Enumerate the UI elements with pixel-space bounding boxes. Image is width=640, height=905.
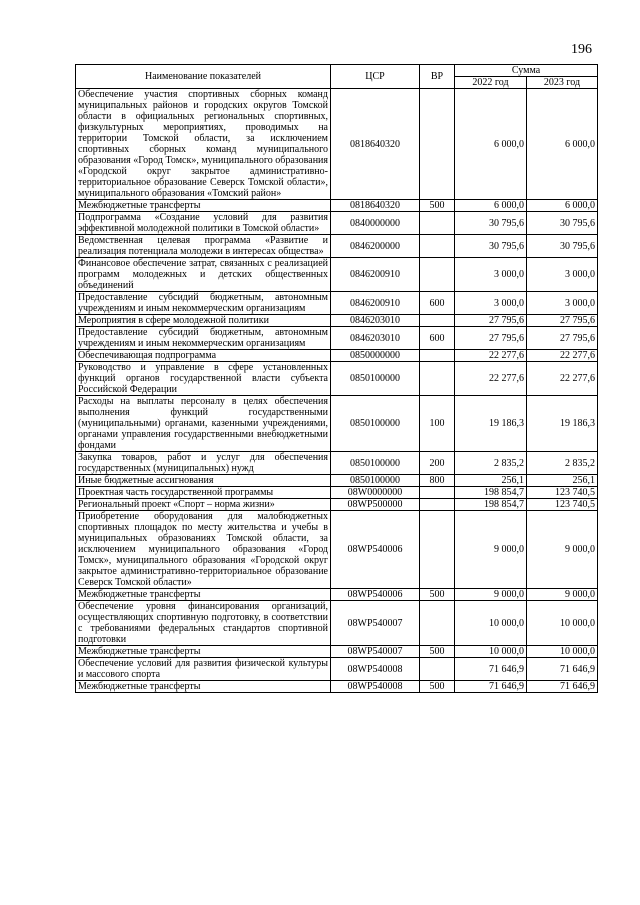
row-csr: 0850100000 [331,475,420,487]
table-row [76,646,598,658]
table-row [76,235,598,258]
row-name: Закупка товаров, работ и услуг для обеспечения государственных (муниципальных) нужд [76,452,331,475]
row-sum-2022: 19 186,3 [455,396,527,452]
row-sum-2022: 27 795,6 [455,327,527,350]
header-year-2022: 2022 год [455,77,527,89]
row-sum-2023: 71 646,9 [527,681,598,693]
row-name: Межбюджетные трансферты [76,646,331,658]
row-sum-2023: 10 000,0 [527,646,598,658]
table-body [76,89,598,693]
row-sum-2022: 6 000,0 [455,200,527,212]
row-name: Мероприятия в сфере молодежной политики [76,315,331,327]
table-row [76,327,598,350]
row-sum-2023: 19 186,3 [527,396,598,452]
row-sum-2023: 2 835,2 [527,452,598,475]
row-csr: 08WP540007 [331,646,420,658]
row-csr: 0850100000 [331,452,420,475]
row-sum-2022: 30 795,6 [455,212,527,235]
row-vr [420,258,455,292]
page-number: 196 [571,42,592,57]
row-vr [420,350,455,362]
row-name: Финансовое обеспечение затрат, связанных с реализацией программ молодежных и детских общественных объединений [76,258,331,292]
table-row [76,658,598,681]
row-csr: 0846203010 [331,327,420,350]
table-row [76,681,598,693]
row-sum-2022: 71 646,9 [455,681,527,693]
row-vr: 600 [420,292,455,315]
table-row [76,396,598,452]
table-row [76,589,598,601]
row-sum-2022: 30 795,6 [455,235,527,258]
row-name: Обеспечение участия спортивных сборных команд муниципальных районов и городских округов Томской области в официальных региональных спортивных, физкультурных мероприятиях, проводимых на территории Томской области, за исключением спортивных сборных команд муниципального образования «Город Томск», муниципального образования «Городской округ закрытое административно-территориальное образование Северск Томской области», муниципального образования «Томский район» [76,89,331,200]
header-name: Наименование показателей [76,65,331,89]
row-name: Предоставление субсидий бюджетным, автономным учреждениям и иным некоммерческим организациям [76,327,331,350]
row-csr: 0850100000 [331,396,420,452]
row-sum-2022: 10 000,0 [455,601,527,646]
row-csr: 0818640320 [331,89,420,200]
row-vr: 500 [420,589,455,601]
row-name: Подпрограмма «Создание условий для развития эффективной молодежной политики в Томской области» [76,212,331,235]
row-sum-2023: 3 000,0 [527,292,598,315]
row-sum-2022: 22 277,6 [455,362,527,396]
row-sum-2023: 30 795,6 [527,212,598,235]
row-csr: 08WP500000 [331,499,420,511]
row-csr: 0818640320 [331,200,420,212]
row-csr: 0846200910 [331,292,420,315]
row-vr [420,362,455,396]
row-name: Обеспечение условий для развития физической культуры и массового спорта [76,658,331,681]
row-vr [420,601,455,646]
row-sum-2022: 71 646,9 [455,658,527,681]
table-row [76,292,598,315]
row-csr: 08WP540006 [331,589,420,601]
table-row [76,200,598,212]
table-row [76,452,598,475]
row-sum-2023: 9 000,0 [527,511,598,589]
row-vr [420,487,455,499]
row-name: Руководство и управление в сфере установленных функций органов государственной власти субъекта Российской Федерации [76,362,331,396]
row-name: Иные бюджетные ассигнования [76,475,331,487]
table-row [76,258,598,292]
row-sum-2022: 9 000,0 [455,589,527,601]
row-sum-2023: 3 000,0 [527,258,598,292]
row-name: Расходы на выплаты персоналу в целях обеспечения выполнения функций государственными (муниципальными) органами, казенными учреждениями, органами управления государственными внебюджетными фондами [76,396,331,452]
row-sum-2023: 22 277,6 [527,362,598,396]
header-vr: ВР [420,65,455,89]
row-vr: 100 [420,396,455,452]
row-sum-2022: 9 000,0 [455,511,527,589]
row-csr: 08W0000000 [331,487,420,499]
row-vr: 500 [420,200,455,212]
row-sum-2022: 10 000,0 [455,646,527,658]
table-row [76,601,598,646]
table-row [76,212,598,235]
row-sum-2023: 27 795,6 [527,327,598,350]
row-sum-2023: 27 795,6 [527,315,598,327]
row-vr [420,499,455,511]
row-sum-2022: 6 000,0 [455,89,527,200]
row-sum-2022: 198 854,7 [455,487,527,499]
row-sum-2023: 256,1 [527,475,598,487]
row-csr: 08WP540008 [331,681,420,693]
row-sum-2023: 22 277,6 [527,350,598,362]
row-csr: 08WP540008 [331,658,420,681]
row-csr: 0846200910 [331,258,420,292]
row-vr [420,315,455,327]
row-name: Ведомственная целевая программа «Развитие и реализация потенциала молодежи в интересах общества» [76,235,331,258]
row-sum-2023: 6 000,0 [527,89,598,200]
budget-table [75,64,598,693]
row-name: Предоставление субсидий бюджетным, автономным учреждениям и иным некоммерческим организациям [76,292,331,315]
table-row [76,362,598,396]
row-sum-2022: 256,1 [455,475,527,487]
row-vr [420,235,455,258]
row-name: Межбюджетные трансферты [76,200,331,212]
table-row [76,475,598,487]
row-csr: 08WP540006 [331,511,420,589]
row-csr: 08WP540007 [331,601,420,646]
row-csr: 0840000000 [331,212,420,235]
row-name: Межбюджетные трансферты [76,589,331,601]
row-sum-2022: 3 000,0 [455,258,527,292]
row-name: Обеспечение уровня финансирования организаций, осуществляющих спортивную подготовку, в соответствии с требованиями федеральных стандартов спортивной подготовки [76,601,331,646]
row-csr: 0846203010 [331,315,420,327]
row-sum-2023: 10 000,0 [527,601,598,646]
row-name: Межбюджетные трансферты [76,681,331,693]
table-row [76,499,598,511]
row-sum-2023: 71 646,9 [527,658,598,681]
row-sum-2022: 22 277,6 [455,350,527,362]
row-vr: 500 [420,646,455,658]
header-csr: ЦСР [331,65,420,89]
row-vr [420,212,455,235]
row-sum-2023: 9 000,0 [527,589,598,601]
header-sum: Сумма [455,65,598,77]
table-row [76,511,598,589]
row-name: Региональный проект «Спорт – норма жизни» [76,499,331,511]
table-row [76,89,598,200]
row-vr: 500 [420,681,455,693]
row-vr: 600 [420,327,455,350]
row-sum-2022: 198 854,7 [455,499,527,511]
row-name: Обеспечивающая подпрограмма [76,350,331,362]
row-csr: 0850000000 [331,350,420,362]
row-sum-2022: 27 795,6 [455,315,527,327]
row-sum-2023: 123 740,5 [527,487,598,499]
row-vr [420,511,455,589]
row-sum-2023: 123 740,5 [527,499,598,511]
row-sum-2023: 30 795,6 [527,235,598,258]
row-sum-2023: 6 000,0 [527,200,598,212]
row-vr [420,89,455,200]
row-vr: 200 [420,452,455,475]
table-row [76,315,598,327]
row-csr: 0850100000 [331,362,420,396]
row-vr [420,658,455,681]
row-csr: 0846200000 [331,235,420,258]
table-row [76,350,598,362]
header-year-2023: 2023 год [527,77,598,89]
table-row [76,487,598,499]
row-vr: 800 [420,475,455,487]
row-sum-2022: 3 000,0 [455,292,527,315]
row-name: Приобретение оборудования для малобюджетных спортивных площадок по месту жительства и учебы в муниципальных образованиях Томской области, за исключением муниципального образования «Город Томск», муниципального образования «Городской округ закрытое административно-территориальное образование Северск Томской области» [76,511,331,589]
row-name: Проектная часть государственной программы [76,487,331,499]
row-sum-2022: 2 835,2 [455,452,527,475]
